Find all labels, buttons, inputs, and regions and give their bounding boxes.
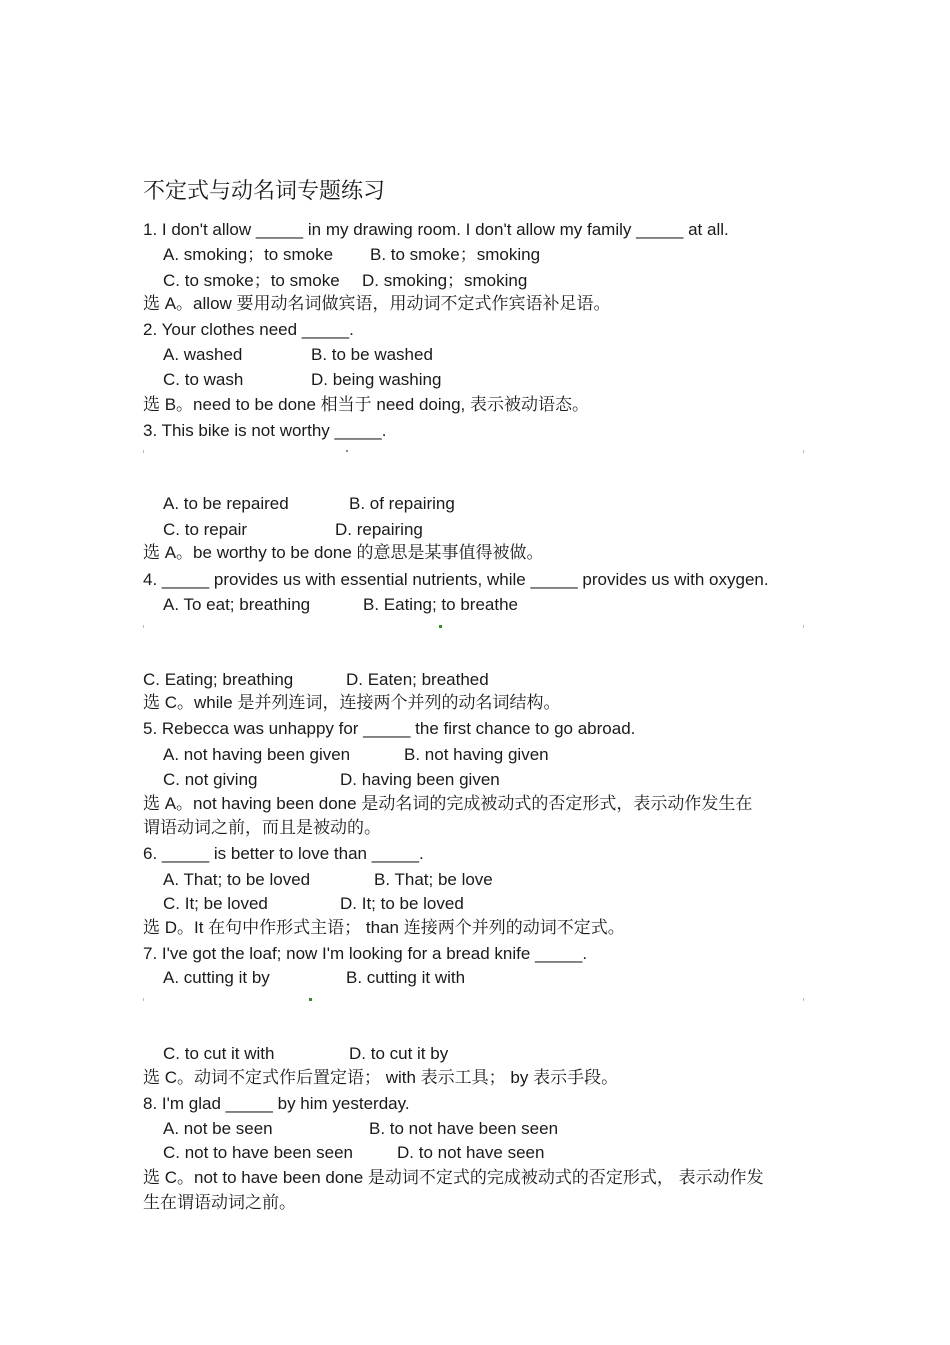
question-3-option-b: B. of repairing: [349, 494, 455, 513]
question-7-option-c: C. to cut it with: [163, 1044, 275, 1063]
question-1-option-c: C. to smoke；to smoke: [163, 271, 340, 290]
question-8-option-d: D. to not have seen: [397, 1143, 545, 1162]
question-5-answer: 选 A。not having been done 是动名词的完成被动式的否定形式，表示动作发生在: [143, 794, 753, 813]
question-8-answer-cont: 生在谓语动词之前。: [143, 1193, 296, 1212]
question-6-stem: 6. _____ is better to love than _____.: [143, 844, 424, 863]
question-3-stem: 3. This bike is not worthy _____.: [143, 421, 387, 440]
question-4-option-d: D. Eaten; breathed: [346, 670, 489, 689]
question-4-answer: 选 C。while 是并列连词，连接两个并列的动名词结构。: [143, 693, 561, 712]
question-1-stem: 1. I don't allow _____ in my drawing room. I don't allow my family _____ at all.: [143, 220, 729, 239]
question-4-option-c: C. Eating; breathing: [143, 670, 294, 689]
page-break-marks: [143, 450, 805, 454]
question-2-answer: 选 B。need to be done 相当于 need doing, 表示被动语态。: [143, 395, 589, 414]
question-6-option-c: C. It; be loved: [163, 894, 268, 913]
question-4-option-a: A. To eat; breathing: [163, 595, 311, 614]
question-5-answer-cont: 谓语动词之前，而且是被动的。: [143, 818, 381, 837]
question-3-option-a: A. to be repaired: [163, 494, 289, 513]
question-7-stem: 7. I've got the loaf; now I'm looking for a bread knife _____.: [143, 944, 588, 963]
question-2-option-a: A. washed: [163, 345, 243, 364]
question-8-option-b: B. to not have been seen: [369, 1119, 559, 1138]
page-title: 不定式与动名词专题练习: [143, 179, 386, 204]
question-5-option-c: C. not giving: [163, 770, 258, 789]
question-7-option-d: D. to cut it by: [349, 1044, 449, 1063]
question-8-answer: 选 C。not to have been done 是动词不定式的完成被动式的否定形式， 表示动作发: [143, 1168, 764, 1187]
question-7-option-b: B. cutting it with: [346, 968, 466, 987]
question-6-option-d: D. It; to be loved: [340, 894, 464, 913]
question-5-option-a: A. not having been given: [163, 745, 351, 764]
question-6-answer: 选 D。It 在句中作形式主语； than 连接两个并列的动词不定式。: [143, 918, 625, 937]
question-3-option-d: D. repairing: [335, 520, 423, 539]
question-6-option-b: B. That; be love: [374, 870, 493, 889]
question-8-option-c: C. not to have been seen: [163, 1143, 353, 1162]
question-8-stem: 8. I'm glad _____ by him yesterday.: [143, 1094, 410, 1113]
question-4-option-b: B. Eating; to breathe: [363, 595, 518, 614]
question-2-option-c: C. to wash: [163, 370, 244, 389]
question-5-option-d: D. having been given: [340, 770, 500, 789]
question-1-option-d: D. smoking；smoking: [362, 271, 528, 290]
page-break-marks: [143, 625, 805, 629]
question-7-answer: 选 C。动词不定式作后置定语； with 表示工具； by 表示手段。: [143, 1068, 619, 1087]
question-2-option-d: D. being washing: [311, 370, 442, 389]
question-1-answer: 选 A。allow 要用动名词做宾语，用动词不定式作宾语补足语。: [143, 294, 611, 313]
question-3-answer: 选 A。be worthy to be done 的意思是某事值得被做。: [143, 543, 544, 562]
question-1-option-a: A. smoking；to smoke: [163, 245, 334, 264]
question-5-stem: 5. Rebecca was unhappy for _____ the first chance to go abroad.: [143, 719, 636, 738]
question-4-stem: 4. _____ provides us with essential nutrients, while _____ provides us with oxygen.: [143, 570, 769, 589]
question-6-option-a: A. That; to be loved: [163, 870, 311, 889]
page-break-marks: [143, 998, 805, 1002]
question-2-stem: 2. Your clothes need _____.: [143, 320, 354, 339]
question-2-option-b: B. to be washed: [311, 345, 433, 364]
question-1-option-b: B. to smoke；smoking: [370, 245, 541, 264]
question-3-option-c: C. to repair: [163, 520, 248, 539]
question-5-option-b: B. not having given: [404, 745, 549, 764]
question-8-option-a: A. not be seen: [163, 1119, 273, 1138]
question-7-option-a: A. cutting it by: [163, 968, 270, 987]
